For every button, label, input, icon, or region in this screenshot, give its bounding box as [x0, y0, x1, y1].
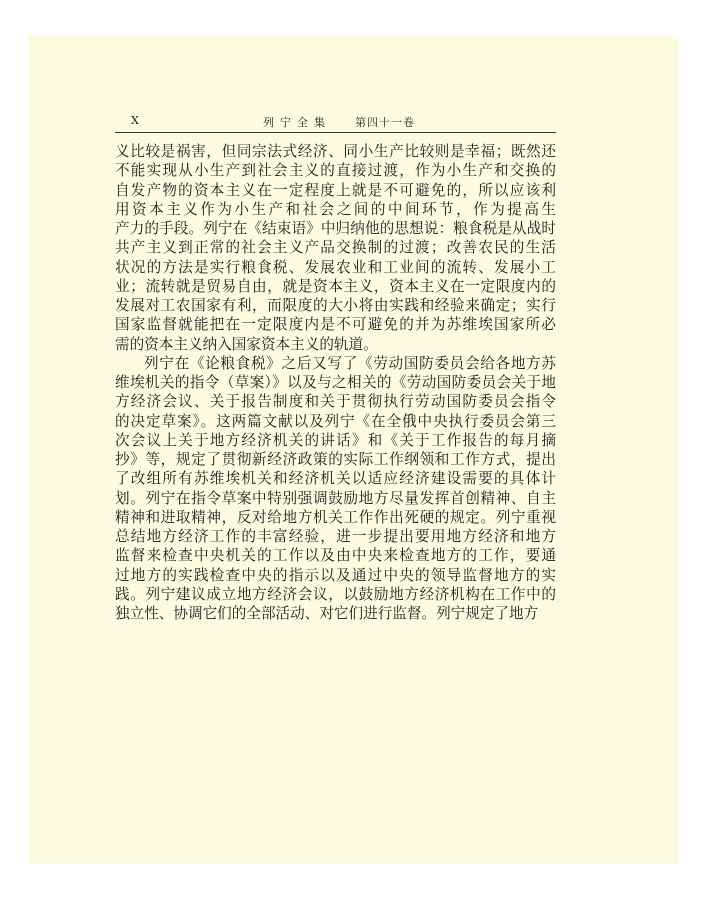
text-line: 总结地方经济工作的丰富经验，进一步提出要用地方经济和地方 [115, 528, 556, 545]
text-line: 次会议上关于地方经济机关的讲话》和《关于工作报告的每月摘 [115, 431, 556, 449]
text-line: 过地方的实践检查中央的指示以及通过中央的领导监督地方的实 [115, 566, 556, 584]
text-line: 发展对工农国家有利，而限度的大小将由实践和经验来确定；实行 [115, 297, 556, 314]
text-line: 义比较是祸害，但同宗法式经济、同小生产比较则是幸福；既然还 [115, 143, 556, 160]
volume-label: 第四十一卷 [355, 116, 415, 129]
text-line: 的决定草案》。这两篇文献以及列宁《在全俄中央执行委员会第三 [115, 412, 556, 430]
text-line: 抄》等，规定了贯彻新经济政策的实际工作纲领和工作方式，提出 [115, 451, 556, 468]
running-title: 列宁全集 [263, 116, 331, 129]
paragraph [115, 142, 556, 354]
text-line: 践。列宁建议成立地方经济会议，以鼓励地方经济机构在工作中的 [115, 585, 556, 603]
body-text [115, 142, 556, 623]
header-rule [115, 132, 556, 133]
text-line: 共产主义到正常的社会主义产品交换制的过渡；改善农民的生活 [115, 239, 556, 257]
text-line: 需的资本主义纳入国家资本主义的轨道。 [115, 335, 378, 353]
text-line: 独立性、协调它们的全部活动、对它们进行监督。列宁规定了地方 [115, 605, 539, 622]
text-line: 产力的手段。列宁在《结束语》中归纳他的思想说：粮食税是从战时 [115, 220, 556, 237]
text-line: 划。列宁在指令草案中特别强调鼓励地方尽量发挥首创精神、自主 [115, 489, 556, 507]
text-line: 精神和进取精神，反对给地方机关工作作出死硬的规定。列宁重视 [115, 508, 556, 526]
text-line: 状况的方法是实行粮食税、发展农业和工业间的流转、发展小工 [115, 258, 556, 276]
text-line: 了改组所有苏维埃机关和经济机关以适应经济建设需要的具体计 [115, 470, 556, 488]
text-line: 自发产物的资本主义在一定程度上就是不可避免的，所以应该利 [115, 181, 556, 199]
paragraph [115, 354, 556, 624]
text-line: 监督来检查中央机关的工作以及由中央来检查地方的工作，要通 [115, 547, 556, 565]
text-line: 用资本主义作为小生产和社会之间的中间环节，作为提高生 [115, 200, 556, 218]
text-line: 方经济会议、关于报告制度和关于贯彻执行劳动国防委员会指令 [115, 393, 556, 411]
running-header [115, 114, 555, 132]
text-line: 国家监督就能把在一定限度内是不可避免的并为苏维埃国家所必 [115, 316, 556, 334]
text-line: 业；流转就是贸易自由，就是资本主义，资本主义在一定限度内的 [115, 277, 556, 295]
text-line: 维埃机关的指令（草案）》以及与之相关的《劳动国防委员会关于地 [115, 374, 556, 391]
page-number: X [131, 114, 139, 127]
text-line: 不能实现从小生产到社会主义的直接过渡，作为小生产和交换的 [115, 162, 556, 180]
text-line: 列宁在《论粮食税》之后又写了《劳动国防委员会给各地方苏 [144, 354, 556, 372]
